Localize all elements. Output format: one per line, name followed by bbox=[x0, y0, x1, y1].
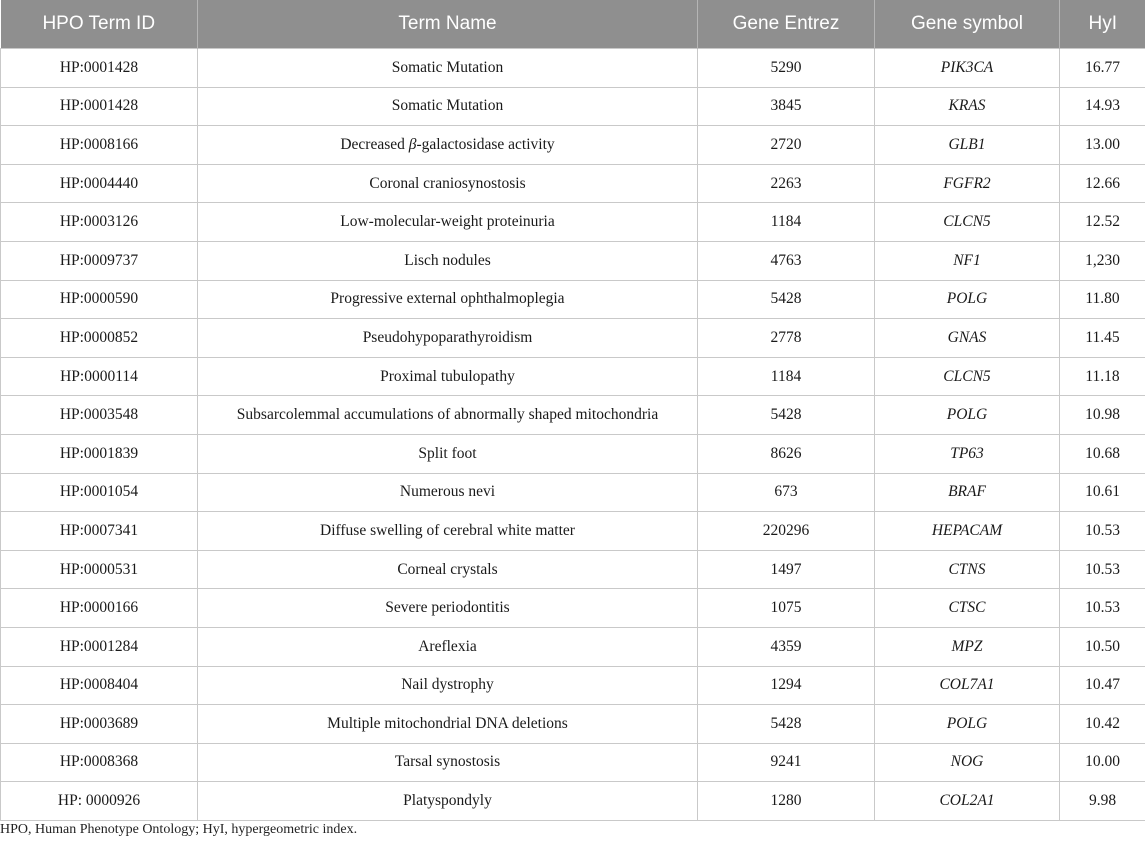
cell-gene-entrez: 2720 bbox=[698, 126, 875, 165]
table-row bbox=[1, 434, 1145, 473]
cell-term-name: Multiple mitochondrial DNA deletions bbox=[198, 705, 698, 744]
cell-term-name: Somatic Mutation bbox=[198, 87, 698, 126]
header-gene-entrez: Gene Entrez bbox=[698, 0, 875, 49]
cell-hyi: 10.68 bbox=[1060, 434, 1145, 473]
header-row bbox=[1, 0, 1145, 49]
table-row bbox=[1, 87, 1145, 126]
cell-gene-symbol: HEPACAM bbox=[875, 512, 1060, 551]
cell-term-name: Subsarcolemmal accumulations of abnormally shaped mitochondria bbox=[198, 396, 698, 435]
cell-gene-symbol: COL7A1 bbox=[875, 666, 1060, 705]
cell-gene-symbol: TP63 bbox=[875, 434, 1060, 473]
cell-gene-symbol: FGFR2 bbox=[875, 164, 1060, 203]
header-hyi: HyI bbox=[1060, 0, 1145, 49]
cell-hpo-id: HP:0004440 bbox=[1, 164, 198, 203]
cell-hpo-id: HP: 0000926 bbox=[1, 782, 198, 821]
cell-gene-symbol: MPZ bbox=[875, 627, 1060, 666]
table-row bbox=[1, 512, 1145, 551]
cell-hpo-id: HP:0001428 bbox=[1, 87, 198, 126]
cell-gene-entrez: 1294 bbox=[698, 666, 875, 705]
cell-gene-entrez: 2778 bbox=[698, 319, 875, 358]
cell-hpo-id: HP:0007341 bbox=[1, 512, 198, 551]
cell-gene-symbol: POLG bbox=[875, 705, 1060, 744]
beta-symbol: β bbox=[408, 135, 417, 153]
cell-hyi: 16.77 bbox=[1060, 49, 1145, 88]
cell-term-name: Progressive external ophthalmoplegia bbox=[198, 280, 698, 319]
cell-term-name: Numerous nevi bbox=[198, 473, 698, 512]
cell-gene-symbol: CLCN5 bbox=[875, 357, 1060, 396]
table-row bbox=[1, 164, 1145, 203]
table-header bbox=[1, 0, 1145, 49]
cell-gene-symbol: BRAF bbox=[875, 473, 1060, 512]
cell-hyi: 10.53 bbox=[1060, 512, 1145, 551]
cell-term-name: Pseudohypoparathyroidism bbox=[198, 319, 698, 358]
cell-hpo-id: HP:0000166 bbox=[1, 589, 198, 628]
cell-gene-entrez: 1075 bbox=[698, 589, 875, 628]
cell-gene-symbol: NOG bbox=[875, 743, 1060, 782]
cell-gene-entrez: 673 bbox=[698, 473, 875, 512]
cell-hpo-id: HP:0000852 bbox=[1, 319, 198, 358]
header-hpo-term-id: HPO Term ID bbox=[1, 0, 198, 49]
cell-hyi: 10.53 bbox=[1060, 550, 1145, 589]
cell-hpo-id: HP:0003126 bbox=[1, 203, 198, 242]
cell-hyi: 12.52 bbox=[1060, 203, 1145, 242]
cell-gene-symbol: POLG bbox=[875, 280, 1060, 319]
cell-gene-entrez: 1280 bbox=[698, 782, 875, 821]
table-row bbox=[1, 589, 1145, 628]
cell-gene-entrez: 1184 bbox=[698, 357, 875, 396]
table-row bbox=[1, 782, 1145, 821]
cell-gene-entrez: 4359 bbox=[698, 627, 875, 666]
cell-hpo-id: HP:0008166 bbox=[1, 126, 198, 165]
cell-hpo-id: HP:0001284 bbox=[1, 627, 198, 666]
cell-hyi: 10.98 bbox=[1060, 396, 1145, 435]
cell-gene-symbol: COL2A1 bbox=[875, 782, 1060, 821]
cell-gene-entrez: 5290 bbox=[698, 49, 875, 88]
table-row bbox=[1, 550, 1145, 589]
cell-hyi: 9.98 bbox=[1060, 782, 1145, 821]
table-row bbox=[1, 203, 1145, 242]
cell-hyi: 10.42 bbox=[1060, 705, 1145, 744]
cell-term-name: Split foot bbox=[198, 434, 698, 473]
cell-gene-symbol: GLB1 bbox=[875, 126, 1060, 165]
table-row bbox=[1, 473, 1145, 512]
cell-hpo-id: HP:0003548 bbox=[1, 396, 198, 435]
table-body bbox=[1, 49, 1145, 821]
cell-gene-symbol: CTNS bbox=[875, 550, 1060, 589]
cell-gene-entrez: 3845 bbox=[698, 87, 875, 126]
cell-gene-symbol: PIK3CA bbox=[875, 49, 1060, 88]
cell-term-name: Areflexia bbox=[198, 627, 698, 666]
cell-hyi: 12.66 bbox=[1060, 164, 1145, 203]
cell-gene-symbol: CLCN5 bbox=[875, 203, 1060, 242]
term-text-post: -galactosidase activity bbox=[416, 135, 555, 153]
table-row bbox=[1, 49, 1145, 88]
cell-hyi: 11.45 bbox=[1060, 319, 1145, 358]
cell-hpo-id: HP:0000114 bbox=[1, 357, 198, 396]
cell-term-name: Tarsal synostosis bbox=[198, 743, 698, 782]
table-row bbox=[1, 705, 1145, 744]
term-text-pre: Decreased bbox=[340, 135, 409, 153]
cell-hpo-id: HP:0008404 bbox=[1, 666, 198, 705]
cell-hyi: 10.50 bbox=[1060, 627, 1145, 666]
cell-hpo-id: HP:0001428 bbox=[1, 49, 198, 88]
cell-hyi: 14.93 bbox=[1060, 87, 1145, 126]
header-term-name: Term Name bbox=[198, 0, 698, 49]
cell-gene-entrez: 5428 bbox=[698, 396, 875, 435]
cell-hyi: 10.00 bbox=[1060, 743, 1145, 782]
cell-hpo-id: HP:0008368 bbox=[1, 743, 198, 782]
table-row bbox=[1, 241, 1145, 280]
table-row bbox=[1, 280, 1145, 319]
cell-hpo-id: HP:0009737 bbox=[1, 241, 198, 280]
cell-hyi: 10.53 bbox=[1060, 589, 1145, 628]
cell-term-name: Severe periodontitis bbox=[198, 589, 698, 628]
table-row bbox=[1, 126, 1145, 165]
cell-gene-entrez: 5428 bbox=[698, 705, 875, 744]
cell-hyi: 13.00 bbox=[1060, 126, 1145, 165]
table-row bbox=[1, 743, 1145, 782]
cell-term-name: Diffuse swelling of cerebral white matter bbox=[198, 512, 698, 551]
table-row bbox=[1, 666, 1145, 705]
table-row bbox=[1, 357, 1145, 396]
cell-gene-entrez: 2263 bbox=[698, 164, 875, 203]
cell-gene-entrez: 1497 bbox=[698, 550, 875, 589]
cell-hpo-id: HP:0003689 bbox=[1, 705, 198, 744]
cell-term-name: Lisch nodules bbox=[198, 241, 698, 280]
header-gene-symbol: Gene symbol bbox=[875, 0, 1060, 49]
cell-hyi: 11.80 bbox=[1060, 280, 1145, 319]
cell-term-name: Low-molecular-weight proteinuria bbox=[198, 203, 698, 242]
cell-gene-symbol: CTSC bbox=[875, 589, 1060, 628]
table-row bbox=[1, 396, 1145, 435]
cell-hyi: 1,230 bbox=[1060, 241, 1145, 280]
cell-hyi: 10.47 bbox=[1060, 666, 1145, 705]
cell-term-name bbox=[198, 126, 698, 165]
cell-gene-entrez: 220296 bbox=[698, 512, 875, 551]
cell-hyi: 11.18 bbox=[1060, 357, 1145, 396]
cell-term-name: Corneal crystals bbox=[198, 550, 698, 589]
cell-hpo-id: HP:0000531 bbox=[1, 550, 198, 589]
cell-hpo-id: HP:0001839 bbox=[1, 434, 198, 473]
cell-hyi: 10.61 bbox=[1060, 473, 1145, 512]
table-row bbox=[1, 319, 1145, 358]
cell-hpo-id: HP:0000590 bbox=[1, 280, 198, 319]
cell-gene-symbol: NF1 bbox=[875, 241, 1060, 280]
table-row bbox=[1, 627, 1145, 666]
cell-term-name: Platyspondyly bbox=[198, 782, 698, 821]
cell-term-name: Proximal tubulopathy bbox=[198, 357, 698, 396]
cell-gene-entrez: 5428 bbox=[698, 280, 875, 319]
cell-gene-symbol: KRAS bbox=[875, 87, 1060, 126]
cell-gene-entrez: 8626 bbox=[698, 434, 875, 473]
cell-hpo-id: HP:0001054 bbox=[1, 473, 198, 512]
cell-gene-entrez: 9241 bbox=[698, 743, 875, 782]
cell-gene-symbol: GNAS bbox=[875, 319, 1060, 358]
cell-gene-entrez: 1184 bbox=[698, 203, 875, 242]
cell-gene-entrez: 4763 bbox=[698, 241, 875, 280]
cell-term-name: Nail dystrophy bbox=[198, 666, 698, 705]
cell-gene-symbol: POLG bbox=[875, 396, 1060, 435]
cell-term-name: Coronal craniosynostosis bbox=[198, 164, 698, 203]
table-footnote: HPO, Human Phenotype Ontology; HyI, hypergeometric index. bbox=[0, 822, 358, 837]
cell-term-name: Somatic Mutation bbox=[198, 49, 698, 88]
